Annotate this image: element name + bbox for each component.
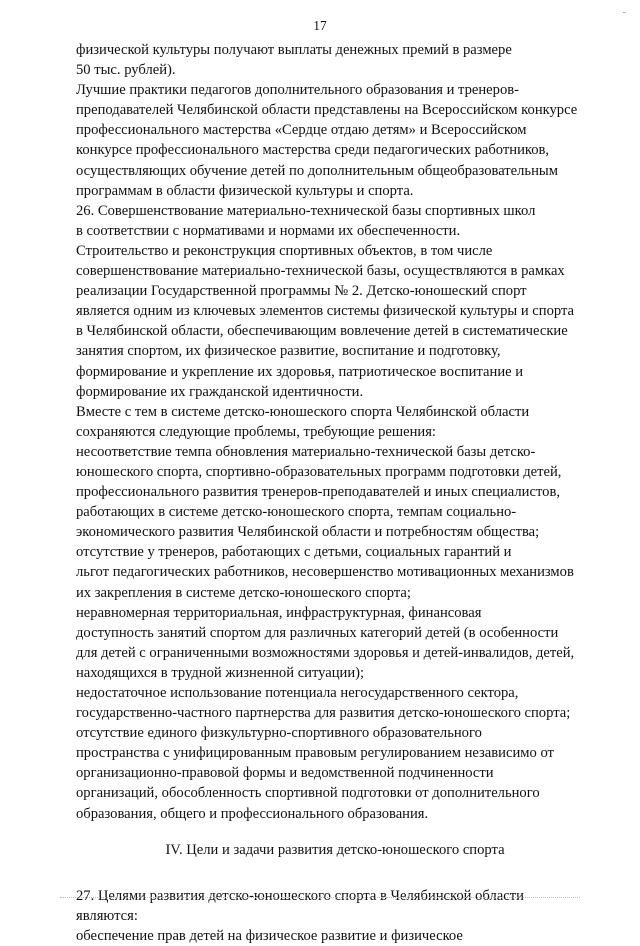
paragraph-problems-intro: Вместе с тем в системе детско-юношеского спорта Челябинской области сохраняются следующие проблемы, требующие решения:	[76, 403, 530, 440]
paragraph-prize-payments: физической культуры получают выплаты денежных премий в размере 50 тыс. рублей).	[76, 42, 512, 79]
paragraph-best-practices: Лучшие практики педагогов дополнительного образования и тренеров- преподавателей Челябинской области представлены на Всероссийском конкурсе профессионального мастерства «Сердце отдаю детям» и Всероссийском конкурсе профессионального мастерства среди педагогических работников, осуществляющих обучение детей по дополнительным общеобразовательным программам в области физической культуры и спорта.	[76, 82, 578, 199]
page-bottom-edge	[60, 897, 580, 898]
paragraph-problem-accessibility: неравномерная территориальная, инфраструктурная, финансовая доступность занятий спортом для различных категорий детей (в особенности для детей с ограниченными возможностями здоровья и детей-инвалидов, детей, находящихся в трудной жизненной ситуации);	[76, 604, 575, 681]
corner-mark: -	[622, 6, 626, 18]
paragraph-goal-rights: обеспечение прав детей на физическое развитие и физическое	[76, 927, 463, 944]
paragraph-problem-unified-space: отсутствие единого физкультурно-спортивного образовательного пространства с унифицированным правовым регулированием независимо от организационно-правовой формы и ведомственной подчиненности организаций, обособленность спортивной подготовки от дополнительного образования, общего и профессионального образования.	[76, 725, 554, 822]
spacer	[76, 824, 594, 840]
section-heading: IV. Цели и задачи развития детско-юношеского спорта	[165, 841, 505, 858]
paragraph-construction: Строительство и реконструкция спортивных объектов, в том числе совершенствование материально-технической базы, осуществляются в рамках реализации Государственной программы № 2. Детско-юношеский спорт является одним из ключевых элементов системы физической культуры и спорта в Челябинской области, обеспечивающим вовлечение детей в систематические занятия спортом, их физическое развитие, воспитание и подготовку, формирование и укрепление их здоровья, патриотическое воспитание и формирование их гражданской идентичности.	[76, 242, 575, 400]
paragraph-problem-guarantees: отсутствие у тренеров, работающих с детьми, социальных гарантий и льгот педагогических работников, несовершенство мотивационных механизмов их закрепления в системе детско-юношеского спорта;	[76, 544, 574, 601]
page-number: 17	[313, 18, 327, 33]
document-body	[76, 40, 594, 946]
paragraph-item-26: 26. Совершенствование материально-технической базы спортивных школ в соответствии с нормативами и нормами их обеспеченности.	[76, 202, 536, 239]
paragraph-problem-private-sector: недостаточное использование потенциала негосударственного сектора, государственно-частного партнерства для развития детско-юношеского спорта;	[76, 685, 571, 722]
paragraph-item-27: 27. Целями развития детско-юношеского спорта в Челябинской области являются:	[76, 887, 524, 924]
paragraph-problem-mismatch: несоответствие темпа обновления материально-технической базы детско- юношеского спорта, спортивно-образовательных программ подготовки детей, профессионального развития тренеров-преподавателей и иных специалистов, работающих в системе детско-юношеского спорта, темпам социально- экономического развития Челябинской области и потребностям общества;	[76, 443, 562, 541]
spacer	[76, 860, 594, 886]
